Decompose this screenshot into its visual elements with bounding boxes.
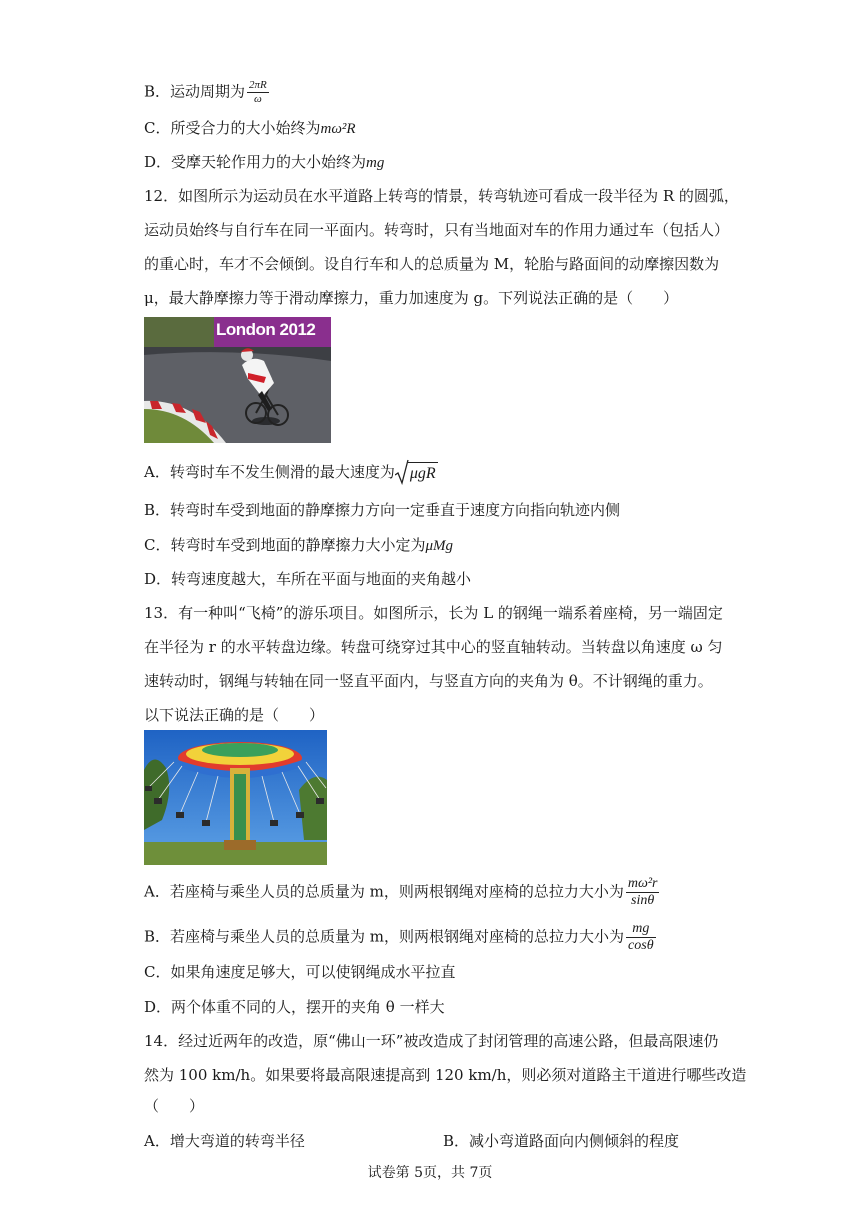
q12-stem-line: 的重心时，车才不会倾倒。设自行车和人的总质量为 M，轮胎与路面间的动摩擦因数为 <box>144 255 720 273</box>
q13-a-fraction: $\frac{\text{mω²r}}{\sin\theta}$ <box>627 876 658 908</box>
page-footer: 试卷第 5页，共 7页 <box>367 1165 493 1181</box>
q12-stem-line: μ，最大静摩擦力等于滑动摩擦力，重力加速度为 g。下列说法正确的是（ ） <box>144 289 679 307</box>
q13-stem-line: 以下说法正确的是（ ） <box>144 706 325 724</box>
q13-option-d: D．两个体重不同的人，摆开的夹角 θ 一样大 <box>144 998 445 1016</box>
q13-stem-line: 13．有一种叫“飞椅”的游乐项目。如图所示，长为 L 的钢绳一端系着座椅，另一端固定 <box>144 604 723 622</box>
q11-option-b: B．运动周期为 $\frac{2\pi R}{\omega}$ <box>144 79 267 105</box>
swing-ride-photo <box>144 730 327 865</box>
q12-stem-line: 运动员始终与自行车在同一平面内。转弯时，只有当地面对车的作用力通过车（包括人） <box>144 221 730 239</box>
photo-banner-text: London 2012 <box>216 320 316 339</box>
q13-option-c: C．如果角速度足够大，可以使钢绳成水平拉直 <box>144 963 456 981</box>
q14-option-a: A．增大弯道的转弯半径 <box>144 1132 305 1150</box>
q14-stem-line: 然为 100 km/h。如果要将最高限速提高到 120 km/h，则必须对道路主干道进行哪些改造 <box>144 1066 747 1084</box>
q12-option-c: C．转弯时车受到地面的静摩擦力大小定为μMg <box>144 536 454 554</box>
q13-stem-line: 速转动时，钢绳与转轴在同一竖直平面内，与竖直方向的夹角为 θ。不计钢绳的重力。 <box>144 672 713 690</box>
q13-option-b: B．若座椅与乘坐人员的总质量为 m，则两根钢绳对座椅的总拉力大小为 $\frac{mg}{\cos\theta}$ <box>144 921 654 953</box>
q14-option-b: B．减小弯道路面向内侧倾斜的程度 <box>443 1132 680 1150</box>
q12-option-a: A．转弯时车不发生侧滑的最大速度为 μgR <box>144 462 438 484</box>
radical-sign-icon <box>395 459 409 485</box>
q12-option-b: B．转弯时车受到地面的静摩擦力方向一定垂直于速度方向指向轨迹内侧 <box>144 501 621 519</box>
q11-option-d: D．受摩天轮作用力的大小始终为mg <box>144 153 385 171</box>
square-root: μgR <box>395 462 438 484</box>
q11-b-fraction: $\frac{2\pi R}{\omega}$ <box>249 79 267 105</box>
q14-stem-line: （ ） <box>144 1097 205 1115</box>
swing-ride-illustration <box>144 730 327 865</box>
q14-stem-line: 14．经过近两年的改造，原“佛山一环”被改造成了封闭管理的高速公路，但最高限速仍 <box>144 1032 719 1050</box>
q12-stem-line: 12．如图所示为运动员在水平道路上转弯的情景，转弯轨迹可看成一段半径为 R 的圆弧， <box>144 187 739 205</box>
cyclist-photo <box>144 317 331 443</box>
q12-option-d: D．转弯速度越大，车所在平面与地面的夹角越小 <box>144 570 472 588</box>
q13-b-fraction: $\frac{mg}{\cos\theta}$ <box>628 921 654 953</box>
q13-option-a: A．若座椅与乘坐人员的总质量为 m，则两根钢绳对座椅的总拉力大小为 $\frac{\text{mω²r}}{\sin\theta}$ <box>144 876 658 908</box>
q11-option-c: C．所受合力的大小始终为mω²R <box>144 119 356 137</box>
q13-stem-line: 在半径为 r 的水平转盘边缘。转盘可绕穿过其中心的竖直轴转动。当转盘以角速度 ω 匀 <box>144 638 723 656</box>
